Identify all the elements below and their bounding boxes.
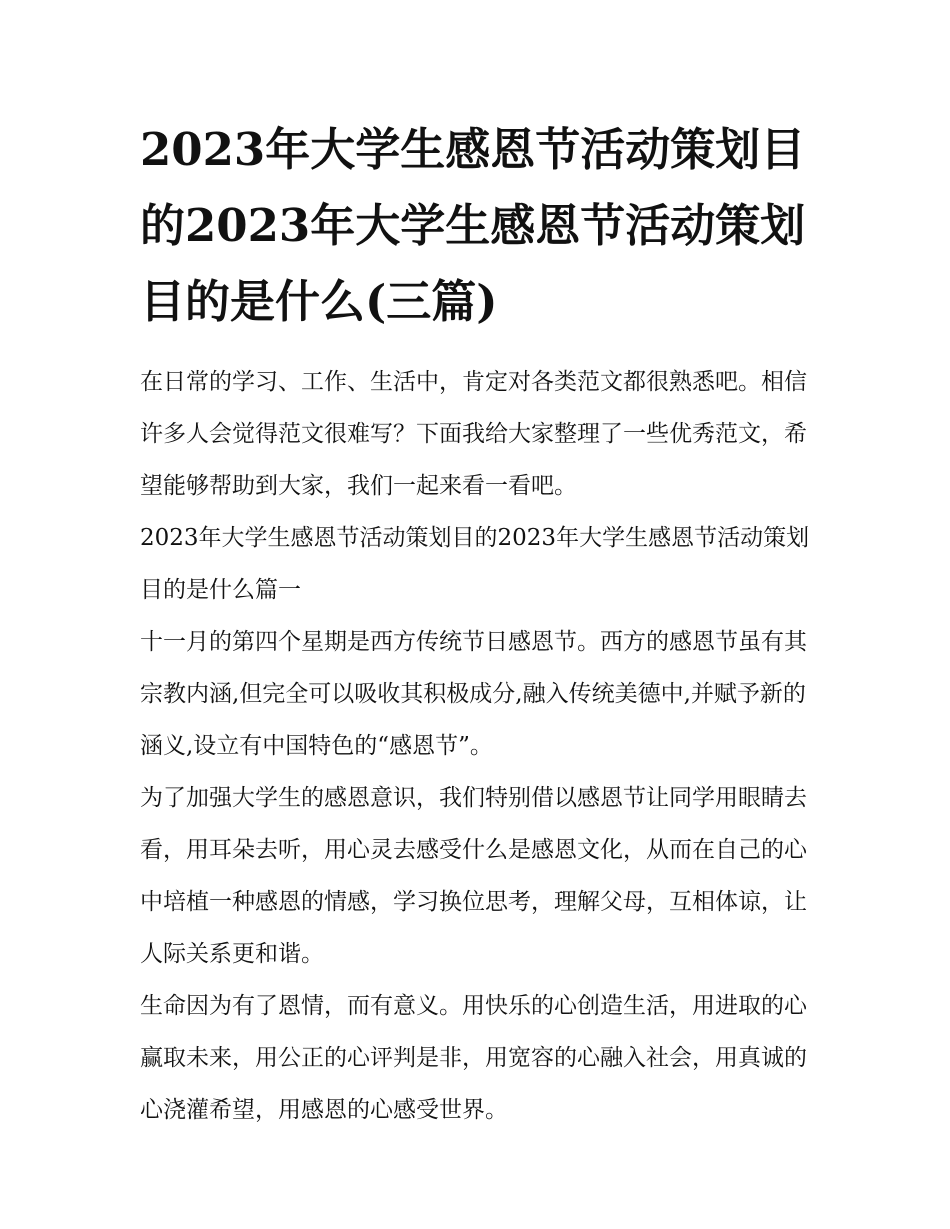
document-page [140, 112, 815, 1136]
body-paragraph: 十一月的第四个星期是西方传统节日感恩节。西方的感恩节虽有其宗教内涵,但完全可以吸收其积极成分,融入传统美德中,并赋予新的涵义,设立有中国特色的“感恩节”。 [140, 629, 807, 759]
body-paragraph: 为了加强大学生的感恩意识，我们特别借以感恩节让同学用眼睛去看，用耳朵去听，用心灵去感受什么是感恩文化，从而在自己的心中培植一种感恩的情感，学习换位思考，理解父母，互相体谅，让人际关系更和谐。 [140, 785, 807, 967]
body-paragraph: 生命因为有了恩情，而有意义。用快乐的心创造生活，用进取的心赢取未来，用公正的心评判是非，用宽容的心融入社会，用真诚的心浇灌希望，用感恩的心感受世界。 [140, 993, 807, 1123]
document-title: 2023年大学生感恩节活动策划目的2023年大学生感恩节活动策划目的是什么(三篇) [140, 123, 806, 328]
section-heading: 2023年大学生感恩节活动策划目的2023年大学生感恩节活动策划目的是什么篇一 [140, 525, 810, 603]
intro-paragraph: 在日常的学习、工作、生活中，肯定对各类范文都很熟悉吧。相信许多人会觉得范文很难写？下面我给大家整理了一些优秀范文，希望能够帮助到大家，我们一起来看一看吧。 [140, 369, 807, 499]
